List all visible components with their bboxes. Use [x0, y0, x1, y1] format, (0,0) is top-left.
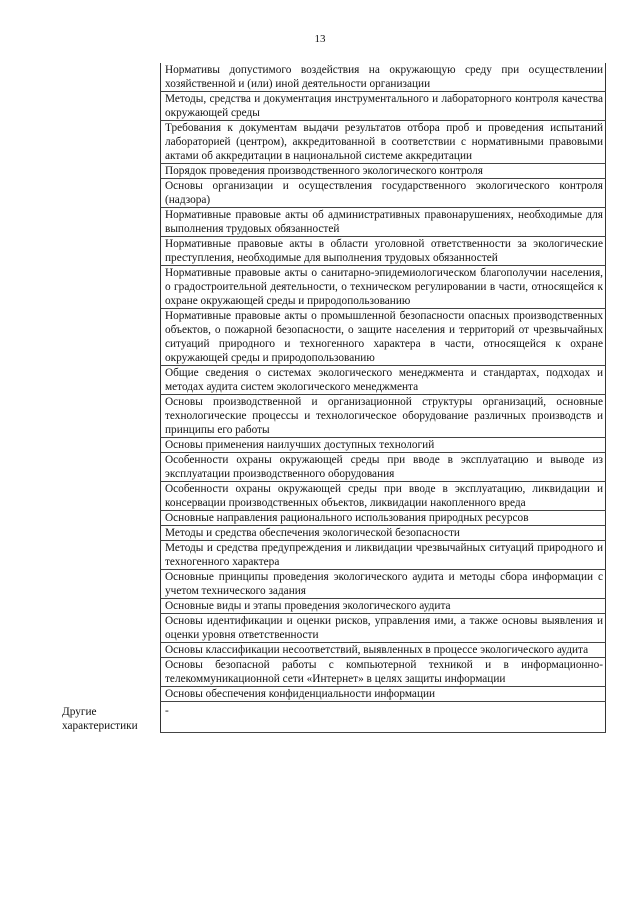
- requirement-text: Основные принципы проведения экологического аудита и методы сбора информации с учетом технического задания: [161, 570, 606, 599]
- other-characteristics-value: -: [161, 702, 606, 733]
- requirement-row: [58, 453, 606, 482]
- requirement-row: [58, 121, 606, 164]
- requirement-row: [58, 614, 606, 643]
- requirement-text: Нормативные правовые акты в области уголовной ответственности за экологические преступления, необходимые для выполнения трудовых обязанностей: [161, 237, 606, 266]
- requirement-text: Общие сведения о системах экологического менеджмента и стандартах, подходах и методах аудита систем экологического менеджмента: [161, 366, 606, 395]
- other-characteristics-row: [58, 702, 606, 733]
- requirement-row: [58, 208, 606, 237]
- requirement-label-cell: [58, 309, 161, 366]
- requirement-text: Методы и средства обеспечения экологической безопасности: [161, 526, 606, 541]
- requirement-label-cell: [58, 453, 161, 482]
- requirement-label-cell: [58, 208, 161, 237]
- requirement-text: Основы производственной и организационной структуры организаций, основные технологические процессы и технологическое оборудование различных производств и принципы его работы: [161, 395, 606, 438]
- requirement-label-cell: [58, 63, 161, 92]
- requirement-label-cell: [58, 614, 161, 643]
- requirement-label-cell: [58, 511, 161, 526]
- requirement-label-cell: [58, 395, 161, 438]
- requirement-text: Нормативы допустимого воздействия на окружающую среду при осуществлении хозяйственной и (или) иной деятельности организации: [161, 63, 606, 92]
- requirement-text: Основные виды и этапы проведения экологического аудита: [161, 599, 606, 614]
- requirement-label-cell: [58, 687, 161, 702]
- requirement-row: [58, 511, 606, 526]
- requirement-row: [58, 309, 606, 366]
- requirement-row: [58, 164, 606, 179]
- requirement-row: [58, 687, 606, 702]
- requirements-table-body: [58, 63, 606, 702]
- requirement-row: [58, 438, 606, 453]
- requirement-label-cell: [58, 658, 161, 687]
- requirement-text: Требования к документам выдачи результатов отбора проб и проведения испытаний лабораторией (центром), аккредитованной в соответствии с нормативными правовыми актами об аккредитации в национальной системе аккредитации: [161, 121, 606, 164]
- requirement-row: [58, 658, 606, 687]
- requirement-row: [58, 63, 606, 92]
- requirement-text: Особенности охраны окружающей среды при вводе в эксплуатацию и выводе из эксплуатации производственного оборудования: [161, 453, 606, 482]
- requirement-row: [58, 541, 606, 570]
- requirement-text: Основы обеспечения конфиденциальности информации: [161, 687, 606, 702]
- requirement-text: Нормативные правовые акты о промышленной безопасности опасных производственных объектов, о пожарной безопасности, о защите населения и территорий от чрезвычайных ситуаций природного и техногенного характера в части, относящейся к охране окружающей среды и природопользованию: [161, 309, 606, 366]
- requirement-text: Основы применения наилучших доступных технологий: [161, 438, 606, 453]
- requirement-label-cell: [58, 482, 161, 511]
- requirement-text: Основы организации и осуществления государственного экологического контроля (надзора): [161, 179, 606, 208]
- requirement-label-cell: [58, 266, 161, 309]
- requirement-label-cell: [58, 570, 161, 599]
- requirement-text: Основы безопасной работы с компьютерной техникой и в информационно-телекоммуникационной сети «Интернет» в целях защиты информации: [161, 658, 606, 687]
- requirement-text: Порядок проведения производственного экологического контроля: [161, 164, 606, 179]
- requirement-row: [58, 237, 606, 266]
- requirement-text: Нормативные правовые акты о санитарно-эпидемиологическом благополучии населения, о градостроительной деятельности, о техническом регулировании в части, относящейся к охране окружающей среды и природопользованию: [161, 266, 606, 309]
- requirement-label-cell: [58, 599, 161, 614]
- requirement-label-cell: [58, 366, 161, 395]
- requirement-text: Нормативные правовые акты об административных правонарушениях, необходимые для выполнения трудовых обязанностей: [161, 208, 606, 237]
- requirement-row: [58, 179, 606, 208]
- requirement-text: Методы, средства и документация инструментального и лабораторного контроля качества окружающей среды: [161, 92, 606, 121]
- requirement-text: Основы идентификации и оценки рисков, управления ими, а также основы выявления и оценки уровня ответственности: [161, 614, 606, 643]
- requirement-row: [58, 643, 606, 658]
- requirement-label-cell: [58, 121, 161, 164]
- requirement-label-cell: [58, 92, 161, 121]
- requirement-label-cell: [58, 541, 161, 570]
- requirement-label-cell: [58, 237, 161, 266]
- requirement-row: [58, 599, 606, 614]
- requirement-text: Основы классификации несоответствий, выявленных в процессе экологического аудита: [161, 643, 606, 658]
- requirement-row: [58, 366, 606, 395]
- requirement-row: [58, 92, 606, 121]
- requirement-row: [58, 395, 606, 438]
- requirement-text: Особенности охраны окружающей среды при вводе в эксплуатацию, ликвидации и консервации производственных объектов, ликвидации накопленного вреда: [161, 482, 606, 511]
- requirement-row: [58, 482, 606, 511]
- requirement-row: [58, 570, 606, 599]
- page-number: 13: [314, 33, 326, 45]
- requirement-label-cell: [58, 526, 161, 541]
- requirement-text: Методы и средства предупреждения и ликвидации чрезвычайных ситуаций природного и техногенного характера: [161, 541, 606, 570]
- requirement-row: [58, 526, 606, 541]
- requirement-label-cell: [58, 643, 161, 658]
- requirement-label-cell: [58, 164, 161, 179]
- other-characteristics-label: Другие характеристики: [62, 705, 138, 732]
- requirement-row: [58, 266, 606, 309]
- requirement-label-cell: [58, 179, 161, 208]
- requirement-label-cell: [58, 438, 161, 453]
- requirement-text: Основные направления рационального использования природных ресурсов: [161, 511, 606, 526]
- requirements-table: [58, 63, 606, 733]
